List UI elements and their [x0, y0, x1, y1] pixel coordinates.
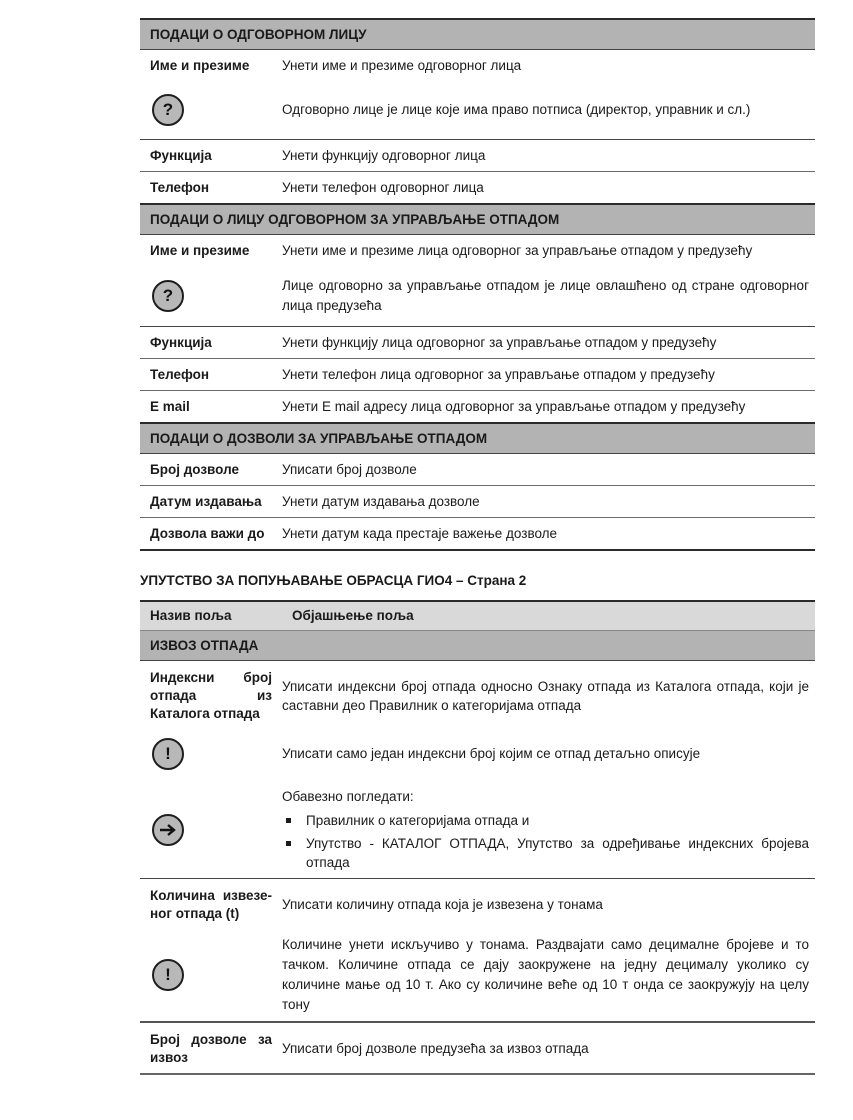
permit-table	[140, 422, 815, 551]
table-row	[140, 661, 815, 729]
section-header: ПОДАЦИ О ДОЗВОЛИ ЗА УПРАВЉАЊЕ ОТПАДОМ	[140, 422, 815, 454]
hint-row	[140, 266, 815, 327]
field-explanation: Унети датум када престаје важење дозволе	[282, 526, 558, 541]
hint-row	[140, 81, 815, 140]
section-header: ПОДАЦИ О ОДГОВОРНОМ ЛИЦУ	[140, 18, 815, 50]
column-header-explanation: Објашњење поља	[292, 608, 414, 623]
table-row	[140, 327, 815, 359]
hint-text: Одговорно лице је лице које има право потписа (директор, управник и сл.)	[282, 102, 751, 117]
exclamation-icon: !	[152, 959, 184, 991]
waste-manager-table	[140, 203, 815, 422]
field-name: Број дозволе за извоз	[150, 1032, 272, 1065]
warning-text: Уписати само један индексни број којим се отпад детаљно описује	[282, 746, 701, 761]
field-explanation: Унети телефон лица одговорног за управљање отпадом у предузећу	[282, 367, 715, 382]
responsible-person-table	[140, 18, 815, 203]
warning-text: Количине унети искључиво у тонама. Раздвајати само децималне бројеве и то тачком. Количине отпада се дају заокружене на једну децималу уколико су количине мање од 10 т. Ако су количине веће од 10 т онда се заокружују на целу тону	[282, 937, 809, 1012]
field-explanation: Унети име и презиме лица одговорног за управљање отпадом у предузећу	[282, 243, 753, 258]
table-row	[140, 172, 815, 203]
field-explanation: Уписати индексни број отпада односно Ознаку отпада из Каталога отпада, који је саставни део Правилник о категоријама отпада	[282, 679, 809, 713]
field-name: Функција	[150, 148, 212, 163]
page-subtitle: УПУТСТВО ЗА ПОПУЊАВАЊЕ ОБРАСЦА ГИО4 – Страна 2	[140, 573, 527, 588]
section-header: ПОДАЦИ О ЛИЦУ ОДГОВОРНОМ ЗА УПРАВЉАЊЕ ОТПАДОМ	[140, 203, 815, 235]
table-row	[140, 140, 815, 172]
hint-text: Лице одговорно за управљање отпадом је лице овлашћено од стране одговорног лица предузећа	[282, 278, 809, 313]
export-table	[140, 600, 815, 1075]
table-row	[140, 50, 815, 81]
field-name: Датум издавања	[150, 494, 262, 509]
reference-list	[282, 811, 809, 872]
column-header-row	[140, 600, 815, 630]
instructions-page	[140, 18, 815, 1075]
question-icon: ?	[152, 280, 184, 312]
reference-row	[140, 779, 815, 879]
question-icon: ?	[152, 94, 184, 126]
field-name: E mail	[150, 399, 190, 414]
reference-item: Правилник о категоријама отпада и	[282, 811, 809, 830]
field-explanation: Унети функцију лица одговорног за управљање отпадом у предузећу	[282, 335, 717, 350]
table-row	[140, 391, 815, 422]
warning-row	[140, 929, 815, 1023]
table-row	[140, 879, 815, 929]
field-explanation: Уписати број дозволе предузећа за извоз отпада	[282, 1040, 589, 1056]
field-explanation: Унети телефон одговорног лица	[282, 180, 484, 195]
reference-intro: Обавезно погледати:	[282, 789, 414, 804]
field-name: Телефон	[150, 180, 210, 195]
field-name: Број дозволе	[150, 462, 239, 477]
field-explanation: Унети датум издавања дозволе	[282, 494, 480, 509]
field-name: Дозвола важи до	[150, 526, 265, 541]
exclamation-icon: !	[152, 738, 184, 770]
field-name: Индексни број отпада из Каталога отпада	[150, 670, 272, 721]
field-explanation: Унети име и презиме одговорног лица	[282, 58, 522, 73]
table-row	[140, 359, 815, 391]
table-row	[140, 235, 815, 266]
table-row	[140, 486, 815, 518]
field-name: Телефон	[150, 367, 210, 382]
warning-row	[140, 729, 815, 779]
arrow-right-icon	[152, 814, 184, 846]
field-name: Име и презиме	[150, 243, 250, 258]
field-name: Име и презиме	[150, 58, 250, 73]
table-row	[140, 1023, 815, 1075]
table-row	[140, 454, 815, 486]
column-header-name: Назив поља	[150, 608, 232, 623]
field-name: Количина извезе- ног отпада (t)	[150, 888, 272, 921]
field-explanation: Унети функцију одговорног лица	[282, 148, 486, 163]
field-name: Функција	[150, 335, 212, 350]
field-explanation: Уписати број дозволе	[282, 462, 417, 477]
reference-item: Упутство - КАТАЛОГ ОТПАДА, Упутство за одређивање индексних бројева отпада	[282, 834, 809, 872]
field-explanation: Унети E mail адресу лица одговорног за управљање отпадом у предузећу	[282, 399, 746, 414]
field-explanation: Уписати количину отпада која је извезена у тонама	[282, 896, 603, 912]
section-header: ИЗВОЗ ОТПАДА	[140, 630, 815, 661]
table-row	[140, 518, 815, 551]
